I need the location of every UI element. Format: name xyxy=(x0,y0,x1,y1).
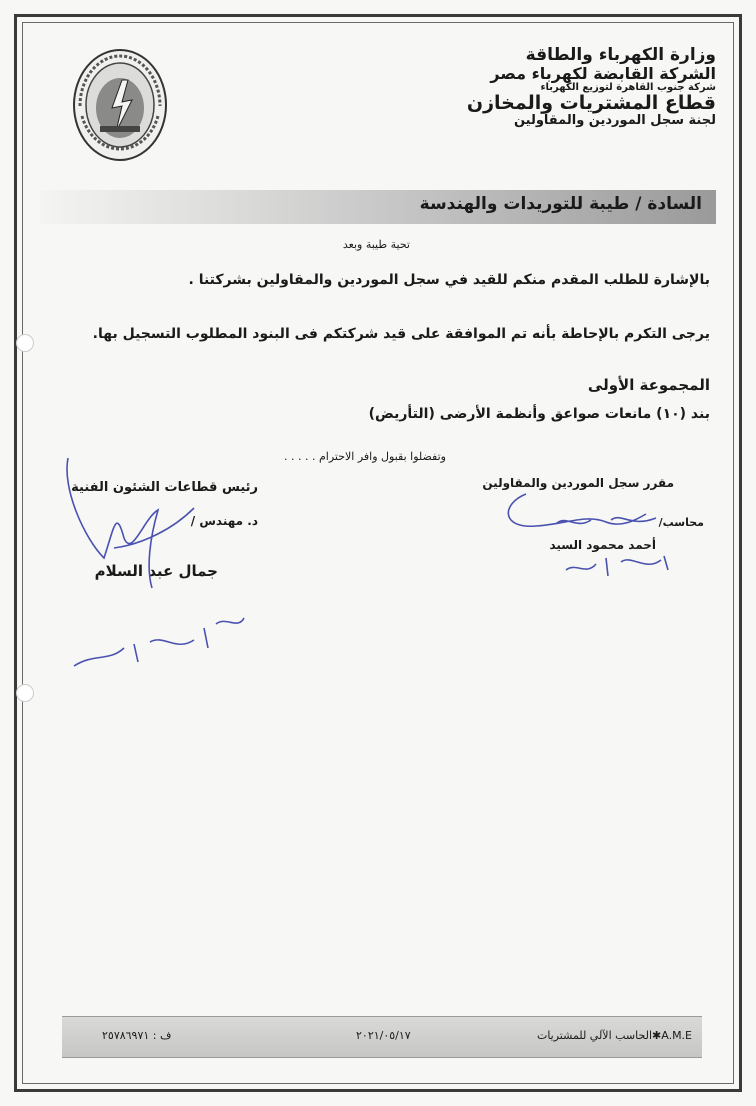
left-signatory-name: جمال عبد السلام xyxy=(94,562,218,580)
letterhead-ministry: وزارة الكهرباء والطاقة xyxy=(525,45,716,65)
company-seal-logo xyxy=(70,46,170,164)
letterhead-committee: لجنة سجل الموردين والمقاولين xyxy=(513,113,716,129)
right-handwritten-signature xyxy=(496,484,696,584)
footer-department: A.M.E✱الحاسب الآلي للمشتريات xyxy=(536,1029,692,1042)
addressee-banner xyxy=(40,190,716,224)
left-signatory-role: د. مهندس / xyxy=(190,514,258,528)
right-signatory-title: مقرر سجل الموردين والمقاولين xyxy=(482,476,674,490)
right-signatory-role: محاسب/ xyxy=(658,516,704,529)
letterhead-sector: قطاع المشتريات والمخازن xyxy=(466,92,716,115)
footer-bar xyxy=(62,1016,702,1058)
footer-date: ٢٠٢١/٠٥/١٧ xyxy=(356,1029,411,1042)
punch-hole-top xyxy=(16,334,34,352)
left-handwritten-signature xyxy=(54,448,254,678)
letterhead-company: شركة جنوب القاهرة لتوزيع الكهرباء xyxy=(540,82,716,94)
footer-fax: ف : ٢٥٧٨٦٩٧١ xyxy=(102,1029,172,1042)
closing-text: وتفضلوا بقبول وافر الاحترام . . . . . xyxy=(283,450,446,463)
paragraph-1: بالإشارة للطلب المقدم منكم للقيد في سجل الموردين والمقاولين بشركتنا . xyxy=(188,272,710,288)
letterhead xyxy=(356,46,716,128)
right-signatory-name: أحمد محمود السيد xyxy=(549,538,656,552)
item-line: بند (١٠) مانعات صواعق وأنظمة الأرضى (التأريض) xyxy=(368,406,710,422)
greeting-text: تحية طيبة وبعد xyxy=(342,238,410,251)
paragraph-2: يرجى التكرم بالإحاطة بأنه تم الموافقة على قيد شركتكم فى البنود المطلوب التسجيل بها. xyxy=(92,326,710,342)
left-signatory-title: رئيس قطاعات الشئون الفنية xyxy=(71,480,258,495)
punch-hole-bottom xyxy=(16,684,34,702)
letterhead-holding: الشركة القابضة لكهرباء مصر xyxy=(490,63,716,83)
addressee-text: السادة / طيبة للتوريدات والهندسة xyxy=(419,194,702,214)
group-title: المجموعة الأولى xyxy=(587,376,710,394)
